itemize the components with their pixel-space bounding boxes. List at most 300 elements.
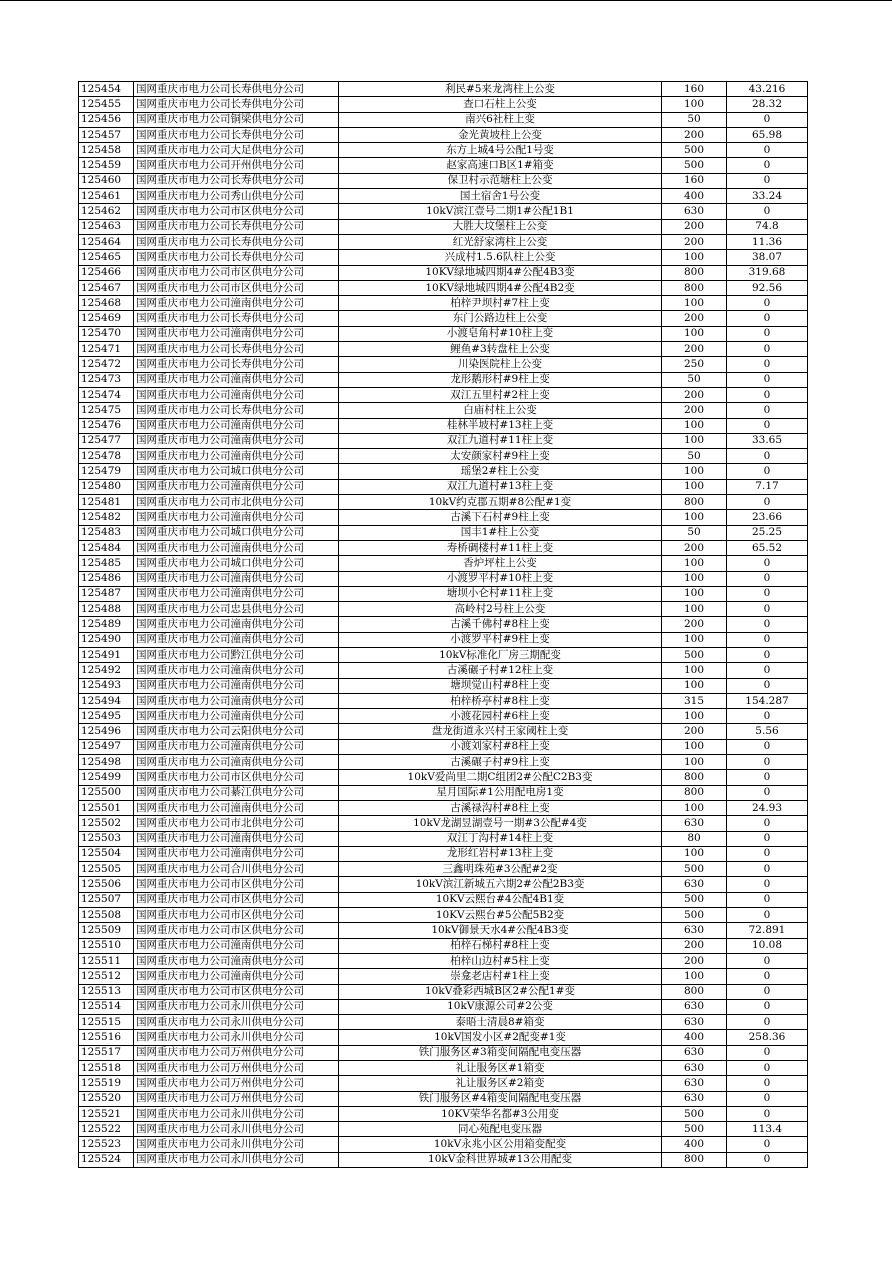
transformer-name-cell: 10KV云熙台#5公配5B2变 [339, 908, 662, 923]
capacity-cell: 200 [662, 953, 727, 968]
transformer-name-cell: 红光舒家湾柱上公变 [339, 234, 662, 249]
value-cell: 7.17 [727, 479, 808, 494]
table-row [79, 433, 808, 448]
record-id-cell: 125512 [79, 969, 134, 984]
capacity-cell: 100 [662, 586, 727, 601]
capacity-cell: 80 [662, 831, 727, 846]
value-cell: 0 [727, 372, 808, 387]
company-cell: 国网重庆市电力公司市区供电分公司 [134, 923, 339, 938]
company-cell: 国网重庆市电力公司大足供电分公司 [134, 143, 339, 158]
table-row [79, 1091, 808, 1106]
value-cell: 0 [727, 846, 808, 861]
table-row [79, 1152, 808, 1167]
value-cell: 5.56 [727, 724, 808, 739]
capacity-cell: 630 [662, 1015, 727, 1030]
record-id-cell: 125467 [79, 280, 134, 295]
company-cell: 国网重庆市电力公司潼南供电分公司 [134, 846, 339, 861]
company-cell: 国网重庆市电力公司合川供电分公司 [134, 862, 339, 877]
value-cell: 33.24 [727, 189, 808, 204]
value-cell: 0 [727, 663, 808, 678]
capacity-cell: 800 [662, 280, 727, 295]
capacity-cell: 100 [662, 632, 727, 647]
table-row [79, 999, 808, 1014]
record-id-cell: 125483 [79, 525, 134, 540]
transformer-name-cell: 小渡皂角村#10柱上变 [339, 326, 662, 341]
capacity-cell: 100 [662, 556, 727, 571]
company-cell: 国网重庆市电力公司万州供电分公司 [134, 1076, 339, 1091]
record-id-cell: 125498 [79, 755, 134, 770]
record-id-cell: 125522 [79, 1122, 134, 1137]
capacity-cell: 630 [662, 1061, 727, 1076]
record-id-cell: 125521 [79, 1106, 134, 1121]
capacity-cell: 800 [662, 1152, 727, 1167]
value-cell: 24.93 [727, 800, 808, 815]
table-row [79, 204, 808, 219]
company-cell: 国网重庆市电力公司潼南供电分公司 [134, 632, 339, 647]
company-cell: 国网重庆市电力公司潼南供电分公司 [134, 510, 339, 525]
value-cell: 0 [727, 387, 808, 402]
capacity-cell: 200 [662, 540, 727, 555]
company-cell: 国网重庆市电力公司城口供电分公司 [134, 556, 339, 571]
capacity-cell: 800 [662, 770, 727, 785]
value-cell: 65.52 [727, 540, 808, 555]
value-cell: 0 [727, 647, 808, 662]
record-id-cell: 125504 [79, 846, 134, 861]
capacity-cell: 100 [662, 418, 727, 433]
company-cell: 国网重庆市电力公司潼南供电分公司 [134, 617, 339, 632]
company-cell: 国网重庆市电力公司城口供电分公司 [134, 464, 339, 479]
record-id-cell: 125486 [79, 571, 134, 586]
table-row [79, 724, 808, 739]
company-cell: 国网重庆市电力公司潼南供电分公司 [134, 739, 339, 754]
value-cell: 0 [727, 296, 808, 311]
value-cell: 0 [727, 678, 808, 693]
record-id-cell: 125503 [79, 831, 134, 846]
value-cell: 0 [727, 785, 808, 800]
value-cell: 319.68 [727, 265, 808, 280]
table-row [79, 663, 808, 678]
record-id-cell: 125482 [79, 510, 134, 525]
company-cell: 国网重庆市电力公司永川供电分公司 [134, 1152, 339, 1167]
company-cell: 国网重庆市电力公司长寿供电分公司 [134, 311, 339, 326]
table-row [79, 143, 808, 158]
table-row [79, 495, 808, 510]
company-cell: 国网重庆市电力公司潼南供电分公司 [134, 540, 339, 555]
transformer-name-cell: 双江五里村#2柱上变 [339, 387, 662, 402]
capacity-cell: 100 [662, 755, 727, 770]
company-cell: 国网重庆市电力公司黔江供电分公司 [134, 647, 339, 662]
company-cell: 国网重庆市电力公司秀山供电分公司 [134, 189, 339, 204]
table-row [79, 418, 808, 433]
company-cell: 国网重庆市电力公司潼南供电分公司 [134, 969, 339, 984]
capacity-cell: 160 [662, 173, 727, 188]
table-row [79, 923, 808, 938]
capacity-cell: 100 [662, 663, 727, 678]
value-cell: 0 [727, 495, 808, 510]
record-id-cell: 125468 [79, 296, 134, 311]
record-id-cell: 125501 [79, 800, 134, 815]
table-row [79, 342, 808, 357]
table-row [79, 1015, 808, 1030]
table-row [79, 755, 808, 770]
company-cell: 国网重庆市电力公司长寿供电分公司 [134, 173, 339, 188]
value-cell: 0 [727, 571, 808, 586]
value-cell: 0 [727, 342, 808, 357]
transformer-table [78, 81, 808, 1168]
transformer-name-cell: 双江九道村#11柱上变 [339, 433, 662, 448]
value-cell: 0 [727, 326, 808, 341]
transformer-name-cell: 桂林半坡村#13柱上变 [339, 418, 662, 433]
table-row [79, 908, 808, 923]
record-id-cell: 125518 [79, 1061, 134, 1076]
company-cell: 国网重庆市电力公司潼南供电分公司 [134, 449, 339, 464]
transformer-name-cell: 东门公路边柱上公变 [339, 311, 662, 326]
table-row [79, 709, 808, 724]
transformer-name-cell: 10kV龙湖昱湖壹号一期#3公配#4变 [339, 816, 662, 831]
capacity-cell: 100 [662, 296, 727, 311]
capacity-cell: 200 [662, 234, 727, 249]
capacity-cell: 500 [662, 862, 727, 877]
capacity-cell: 200 [662, 127, 727, 142]
transformer-name-cell: 古溪碾子村#12柱上变 [339, 663, 662, 678]
company-cell: 国网重庆市电力公司潼南供电分公司 [134, 938, 339, 953]
record-id-cell: 125520 [79, 1091, 134, 1106]
table-row [79, 234, 808, 249]
record-id-cell: 125495 [79, 709, 134, 724]
record-id-cell: 125471 [79, 342, 134, 357]
transformer-name-cell: 南兴6社柱上变 [339, 112, 662, 127]
record-id-cell: 125461 [79, 189, 134, 204]
table-row [79, 816, 808, 831]
transformer-name-cell: 龙形红岩村#13柱上变 [339, 846, 662, 861]
value-cell: 23.66 [727, 510, 808, 525]
capacity-cell: 100 [662, 969, 727, 984]
transformer-name-cell: 塘坝小仑村#11柱上变 [339, 586, 662, 601]
company-cell: 国网重庆市电力公司永川供电分公司 [134, 1015, 339, 1030]
record-id-cell: 125489 [79, 617, 134, 632]
value-cell: 92.56 [727, 280, 808, 295]
value-cell: 0 [727, 877, 808, 892]
company-cell: 国网重庆市电力公司潼南供电分公司 [134, 296, 339, 311]
table-row [79, 647, 808, 662]
table-row [79, 510, 808, 525]
capacity-cell: 400 [662, 189, 727, 204]
table-row [79, 296, 808, 311]
capacity-cell: 100 [662, 602, 727, 617]
transformer-name-cell: 鲤鱼#3转盘柱上公变 [339, 342, 662, 357]
company-cell: 国网重庆市电力公司长寿供电分公司 [134, 234, 339, 249]
record-id-cell: 125480 [79, 479, 134, 494]
value-cell: 0 [727, 739, 808, 754]
value-cell: 0 [727, 1076, 808, 1091]
capacity-cell: 800 [662, 984, 727, 999]
company-cell: 国网重庆市电力公司市区供电分公司 [134, 770, 339, 785]
record-id-cell: 125479 [79, 464, 134, 479]
table-row [79, 173, 808, 188]
capacity-cell: 630 [662, 204, 727, 219]
record-id-cell: 125517 [79, 1045, 134, 1060]
record-id-cell: 125524 [79, 1152, 134, 1167]
table-row [79, 464, 808, 479]
transformer-name-cell: 10kV滨江新城五六期2#公配2B3变 [339, 877, 662, 892]
company-cell: 国网重庆市电力公司潼南供电分公司 [134, 953, 339, 968]
table-row [79, 846, 808, 861]
record-id-cell: 125502 [79, 816, 134, 831]
capacity-cell: 630 [662, 1091, 727, 1106]
value-cell: 65.98 [727, 127, 808, 142]
table-row [79, 1045, 808, 1060]
table-row [79, 785, 808, 800]
transformer-name-cell: 双江丁沟村#14柱上变 [339, 831, 662, 846]
record-id-cell: 125485 [79, 556, 134, 571]
table-row [79, 82, 808, 97]
record-id-cell: 125509 [79, 923, 134, 938]
capacity-cell: 100 [662, 97, 727, 112]
company-cell: 国网重庆市电力公司潼南供电分公司 [134, 663, 339, 678]
company-cell: 国网重庆市电力公司长寿供电分公司 [134, 342, 339, 357]
capacity-cell: 50 [662, 372, 727, 387]
table-row [79, 693, 808, 708]
value-cell: 11.36 [727, 234, 808, 249]
transformer-name-cell: 10KV荣华名都#3公用变 [339, 1106, 662, 1121]
company-cell: 国网重庆市电力公司永川供电分公司 [134, 1030, 339, 1045]
value-cell: 0 [727, 908, 808, 923]
transformer-name-cell: 10kV叠彩西城B区2#公配1#变 [339, 984, 662, 999]
record-id-cell: 125473 [79, 372, 134, 387]
table-row [79, 602, 808, 617]
transformer-name-cell: 查口石柱上公变 [339, 97, 662, 112]
table-row [79, 831, 808, 846]
company-cell: 国网重庆市电力公司市区供电分公司 [134, 984, 339, 999]
transformer-name-cell: 保卫村示范塘柱上公变 [339, 173, 662, 188]
transformer-name-cell: 同心苑配电变压器 [339, 1122, 662, 1137]
value-cell: 0 [727, 418, 808, 433]
transformer-name-cell: 10kV爱尚里二期C组团2#公配C2B3变 [339, 770, 662, 785]
value-cell: 0 [727, 984, 808, 999]
company-cell: 国网重庆市电力公司潼南供电分公司 [134, 709, 339, 724]
capacity-cell: 630 [662, 1076, 727, 1091]
record-id-cell: 125470 [79, 326, 134, 341]
table-row [79, 739, 808, 754]
capacity-cell: 200 [662, 403, 727, 418]
value-cell: 0 [727, 1137, 808, 1152]
capacity-cell: 50 [662, 525, 727, 540]
table-row [79, 938, 808, 953]
record-id-cell: 125460 [79, 173, 134, 188]
company-cell: 国网重庆市电力公司潼南供电分公司 [134, 571, 339, 586]
record-id-cell: 125514 [79, 999, 134, 1014]
transformer-name-cell: 盘龙街道永兴村王家阈柱上变 [339, 724, 662, 739]
table-row [79, 571, 808, 586]
transformer-name-cell: 兴成村1.5.6队柱上公变 [339, 250, 662, 265]
table-row [79, 678, 808, 693]
capacity-cell: 630 [662, 999, 727, 1014]
record-id-cell: 125516 [79, 1030, 134, 1045]
record-id-cell: 125462 [79, 204, 134, 219]
transformer-name-cell: 小渡罗平村#10柱上变 [339, 571, 662, 586]
capacity-cell: 500 [662, 1122, 727, 1137]
value-cell: 0 [727, 602, 808, 617]
capacity-cell: 100 [662, 479, 727, 494]
company-cell: 国网重庆市电力公司潼南供电分公司 [134, 693, 339, 708]
table-row [79, 1122, 808, 1137]
record-id-cell: 125459 [79, 158, 134, 173]
transformer-name-cell: 赵家高速口B区1#箱变 [339, 158, 662, 173]
value-cell: 0 [727, 1061, 808, 1076]
value-cell: 25.25 [727, 525, 808, 540]
value-cell: 72.891 [727, 923, 808, 938]
table-row [79, 1030, 808, 1045]
capacity-cell: 160 [662, 82, 727, 97]
value-cell: 43.216 [727, 82, 808, 97]
table-row [79, 449, 808, 464]
company-cell: 国网重庆市电力公司市区供电分公司 [134, 280, 339, 295]
transformer-name-cell: 瑶堡2#柱上公变 [339, 464, 662, 479]
table-row [79, 219, 808, 234]
transformer-name-cell: 10kV国发小区#2配变#1变 [339, 1030, 662, 1045]
table-row [79, 403, 808, 418]
record-id-cell: 125464 [79, 234, 134, 249]
transformer-name-cell: 小渡刘家村#8柱上变 [339, 739, 662, 754]
transformer-name-cell: 10kV滨江壹号二期1#公配1B1 [339, 204, 662, 219]
capacity-cell: 500 [662, 908, 727, 923]
value-cell: 0 [727, 770, 808, 785]
transformer-name-cell: 国丰1#柱上公变 [339, 525, 662, 540]
table-row [79, 540, 808, 555]
transformer-name-cell: 10KV云熙台#4公配4B1变 [339, 892, 662, 907]
transformer-name-cell: 三鑫明珠苑#3公配#2变 [339, 862, 662, 877]
transformer-name-cell: 崇龛老店村#1柱上变 [339, 969, 662, 984]
value-cell: 0 [727, 173, 808, 188]
table-row [79, 372, 808, 387]
capacity-cell: 200 [662, 342, 727, 357]
value-cell: 0 [727, 1106, 808, 1121]
transformer-name-cell: 东方上城4号公配1号变 [339, 143, 662, 158]
value-cell: 28.32 [727, 97, 808, 112]
record-id-cell: 125491 [79, 647, 134, 662]
company-cell: 国网重庆市电力公司永川供电分公司 [134, 1106, 339, 1121]
value-cell: 0 [727, 862, 808, 877]
record-id-cell: 125492 [79, 663, 134, 678]
company-cell: 国网重庆市电力公司万州供电分公司 [134, 1091, 339, 1106]
table-body [79, 82, 808, 1168]
company-cell: 国网重庆市电力公司潼南供电分公司 [134, 678, 339, 693]
capacity-cell: 100 [662, 464, 727, 479]
capacity-cell: 800 [662, 265, 727, 280]
record-id-cell: 125505 [79, 862, 134, 877]
company-cell: 国网重庆市电力公司潼南供电分公司 [134, 755, 339, 770]
capacity-cell: 630 [662, 1045, 727, 1060]
transformer-name-cell: 古溪禄沟村#8柱上变 [339, 800, 662, 815]
capacity-cell: 50 [662, 112, 727, 127]
value-cell: 0 [727, 892, 808, 907]
record-id-cell: 125510 [79, 938, 134, 953]
capacity-cell: 400 [662, 1137, 727, 1152]
table-row [79, 1061, 808, 1076]
transformer-name-cell: 国土宿舍1号公变 [339, 189, 662, 204]
value-cell: 113.4 [727, 1122, 808, 1137]
record-id-cell: 125519 [79, 1076, 134, 1091]
table-row [79, 127, 808, 142]
company-cell: 国网重庆市电力公司永川供电分公司 [134, 999, 339, 1014]
capacity-cell: 500 [662, 143, 727, 158]
capacity-cell: 250 [662, 357, 727, 372]
transformer-name-cell: 10kV约克郡五期#8公配#1变 [339, 495, 662, 510]
table-row [79, 1137, 808, 1152]
record-id-cell: 125458 [79, 143, 134, 158]
value-cell: 0 [727, 1152, 808, 1167]
record-id-cell: 125465 [79, 250, 134, 265]
transformer-name-cell: 泰晤士清晨8#箱变 [339, 1015, 662, 1030]
record-id-cell: 125476 [79, 418, 134, 433]
table-row [79, 1076, 808, 1091]
capacity-cell: 200 [662, 311, 727, 326]
company-cell: 国网重庆市电力公司市区供电分公司 [134, 892, 339, 907]
company-cell: 国网重庆市电力公司潼南供电分公司 [134, 433, 339, 448]
company-cell: 国网重庆市电力公司铜梁供电分公司 [134, 112, 339, 127]
record-id-cell: 125488 [79, 602, 134, 617]
transformer-name-cell: 10KV绿地城四期4#公配4B2变 [339, 280, 662, 295]
transformer-name-cell: 10kV永兆小区公用箱变配变 [339, 1137, 662, 1152]
transformer-name-cell: 川染医院柱上公变 [339, 357, 662, 372]
record-id-cell: 125466 [79, 265, 134, 280]
table-row [79, 189, 808, 204]
company-cell: 国网重庆市电力公司潼南供电分公司 [134, 418, 339, 433]
capacity-cell: 800 [662, 495, 727, 510]
company-cell: 国网重庆市电力公司潼南供电分公司 [134, 800, 339, 815]
table-row [79, 617, 808, 632]
record-id-cell: 125463 [79, 219, 134, 234]
record-id-cell: 125472 [79, 357, 134, 372]
transformer-name-cell: 礼让服务区#2箱变 [339, 1076, 662, 1091]
value-cell: 0 [727, 112, 808, 127]
company-cell: 国网重庆市电力公司市北供电分公司 [134, 816, 339, 831]
capacity-cell: 800 [662, 785, 727, 800]
value-cell: 0 [727, 755, 808, 770]
value-cell: 74.8 [727, 219, 808, 234]
record-id-cell: 125490 [79, 632, 134, 647]
record-id-cell: 125497 [79, 739, 134, 754]
transformer-name-cell: 白庙村柱上公变 [339, 403, 662, 418]
record-id-cell: 125484 [79, 540, 134, 555]
record-id-cell: 125507 [79, 892, 134, 907]
company-cell: 国网重庆市电力公司万州供电分公司 [134, 1045, 339, 1060]
value-cell: 0 [727, 311, 808, 326]
value-cell: 0 [727, 632, 808, 647]
record-id-cell: 125515 [79, 1015, 134, 1030]
record-id-cell: 125475 [79, 403, 134, 418]
transformer-name-cell: 10kV康源公司#2公变 [339, 999, 662, 1014]
transformer-name-cell: 星月国际#1公用配电房1变 [339, 785, 662, 800]
company-cell: 国网重庆市电力公司綦江供电分公司 [134, 785, 339, 800]
table-row [79, 770, 808, 785]
value-cell: 0 [727, 357, 808, 372]
value-cell: 0 [727, 204, 808, 219]
transformer-name-cell: 古溪碾子村#9柱上变 [339, 755, 662, 770]
table-row [79, 800, 808, 815]
company-cell: 国网重庆市电力公司潼南供电分公司 [134, 479, 339, 494]
value-cell: 154.287 [727, 693, 808, 708]
record-id-cell: 125506 [79, 877, 134, 892]
table-row [79, 984, 808, 999]
record-id-cell: 125493 [79, 678, 134, 693]
record-id-cell: 125513 [79, 984, 134, 999]
capacity-cell: 315 [662, 693, 727, 708]
transformer-name-cell: 铁门服务区#3箱变间隔配电变压器 [339, 1045, 662, 1060]
transformer-name-cell: 10kV标准化厂房三期配变 [339, 647, 662, 662]
record-id-cell: 125456 [79, 112, 134, 127]
value-cell: 0 [727, 617, 808, 632]
